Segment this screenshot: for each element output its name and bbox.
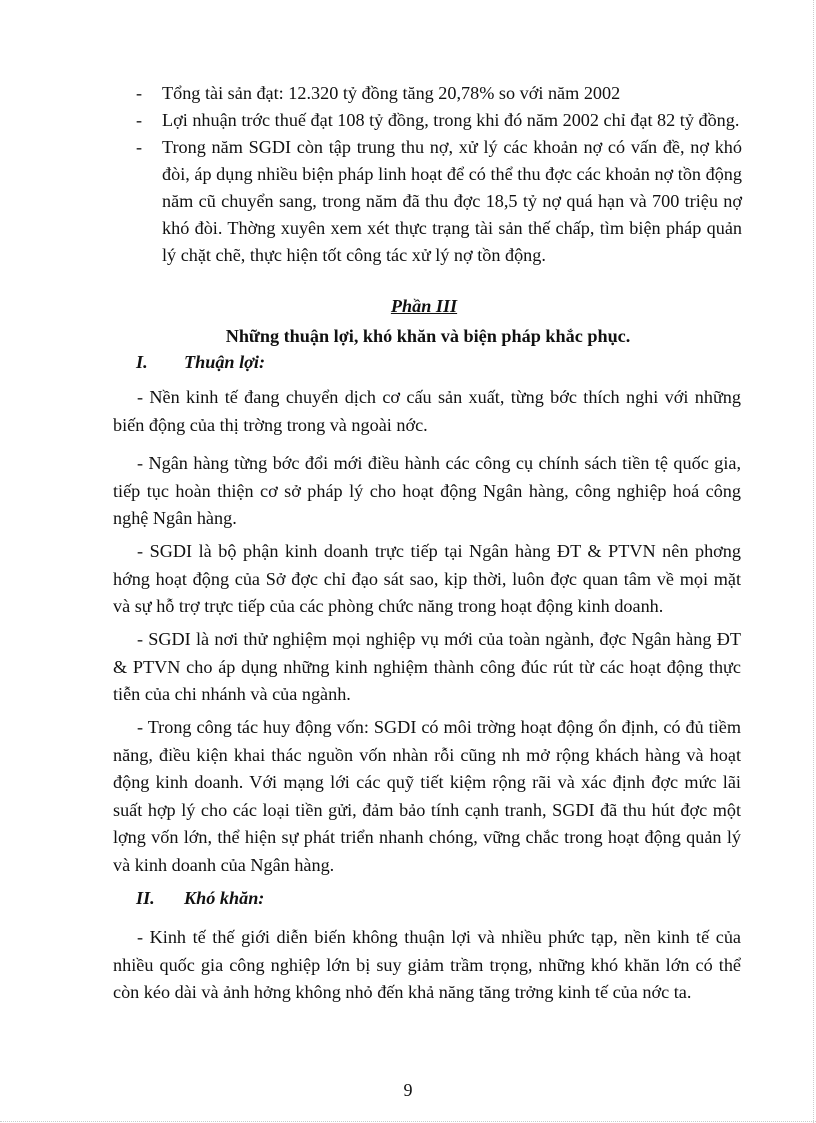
list-item: - Lợi nhuận trớc thuế đạt 108 tỷ đồng, trong khi đó năm 2002 chỉ đạt 82 tỷ đồng. <box>136 107 742 134</box>
heading-number: I. <box>136 352 148 372</box>
list-item: - Trong năm SGDI còn tập trung thu nợ, xử lý các khoản nợ có vấn đề, nợ khó đòi, áp dụng nhiều biện pháp linh hoạt để có thể thu đợc các khoản nợ tồn động năm cũ chuyển sang, trong năm đã thu đợc 18,5 tỷ nợ quá hạn và 700 triệu nợ khó đòi. Thờng xuyên xem xét thực trạng tài sản thế chấp, tìm biện pháp quản lý chặt chẽ, thực hiện tốt công tác xử lý nợ tồn động. <box>136 134 742 269</box>
heading-number: II. <box>136 888 155 908</box>
part-title: Phần III <box>390 296 458 316</box>
paragraph: - Nền kinh tế đang chuyển dịch cơ cấu sản xuất, từng bớc thích nghi với những biến động của thị trờng trong và ngoài nớc. <box>113 387 741 435</box>
heading-title: Thuận lợi: <box>184 352 266 372</box>
section-subtitle: Những thuận lợi, khó khăn và biện pháp khắc phục. <box>225 326 631 346</box>
heading-title: Khó khăn: <box>184 888 265 908</box>
paragraph: - Ngân hàng từng bớc đổi mới điều hành các công cụ chính sách tiền tệ quốc gia, tiếp tục hoàn thiện cơ sở pháp lý cho hoạt động Ngân hàng, công nghiệp hoá công nghệ Ngân hàng. <box>113 453 741 528</box>
heading-difficulties <box>136 888 264 909</box>
bullet-text: Lợi nhuận trớc thuế đạt 108 tỷ đồng, trong khi đó năm 2002 chỉ đạt 82 tỷ đồng. <box>162 110 740 130</box>
paragraph: - SGDI là nơi thử nghiệm mọi nghiệp vụ mới của toàn ngành, đợc Ngân hàng ĐT & PTVN cho áp dụng những kinh nghiệm thành công đúc rút từ các hoạt động thực tiễn của chi nhánh và của ngành. <box>113 629 741 704</box>
paragraph: - Trong công tác huy động vốn: SGDI có môi trờng hoạt động ổn định, có đủ tiềm năng, điều kiện khai thác nguồn vốn nhàn rỗi cũng nh mở rộng khách hàng và hoạt động kinh doanh. Với mạng lới các quỹ tiết kiệm rộng rãi và xác định đợc mức lãi suất hợp lý cho các loại tiền gửi, đảm bảo tính cạnh tranh, SGDI đã thu hút đợc một lợng vốn lớn, thể hiện sự phát triển nhanh chóng, vững chắc trong hoạt động quản lý và kinh doanh của Ngân hàng. <box>113 717 741 875</box>
paragraph: - Kinh tế thế giới diễn biến không thuận lợi và nhiều phức tạp, nền kinh tế của nhiều quốc gia công nghiệp lớn bị suy giảm trầm trọng, những khó khăn lớn có thể còn kéo dài và ảnh hởng không nhỏ đến khả năng tăng trởng kinh tế của nớc ta. <box>113 927 741 1002</box>
page-border-right <box>813 0 814 1123</box>
bullet-list <box>136 80 742 269</box>
heading-advantages <box>136 352 265 373</box>
page-number: 9 <box>403 1080 413 1100</box>
page-border-bottom <box>0 1121 816 1122</box>
paragraph: - SGDI là bộ phận kinh doanh trực tiếp tại Ngân hàng ĐT & PTVN nên phơng hớng hoạt động của Sở đợc chỉ đạo sát sao, kịp thời, luôn đợc quan tâm về mọi mặt và sự hỗ trợ trực tiếp của các phòng chức năng trong hoạt động kinh doanh. <box>113 541 741 616</box>
bullet-text: Trong năm SGDI còn tập trung thu nợ, xử lý các khoản nợ có vấn đề, nợ khó đòi, áp dụng nhiều biện pháp linh hoạt để có thể thu đợc các khoản nợ tồn động năm cũ chuyển sang, trong năm đã thu đợc 18,5 tỷ nợ quá hạn và 700 triệu nợ khó đòi. Thờng xuyên xem xét thực trạng tài sản thế chấp, tìm biện pháp quản lý chặt chẽ, thực hiện tốt công tác xử lý nợ tồn động. <box>162 137 742 265</box>
bullet-text: Tổng tài sản đạt: 12.320 tỷ đồng tăng 20,78% so với năm 2002 <box>162 83 621 103</box>
list-item: - Tổng tài sản đạt: 12.320 tỷ đồng tăng 20,78% so với năm 2002 <box>136 80 742 107</box>
